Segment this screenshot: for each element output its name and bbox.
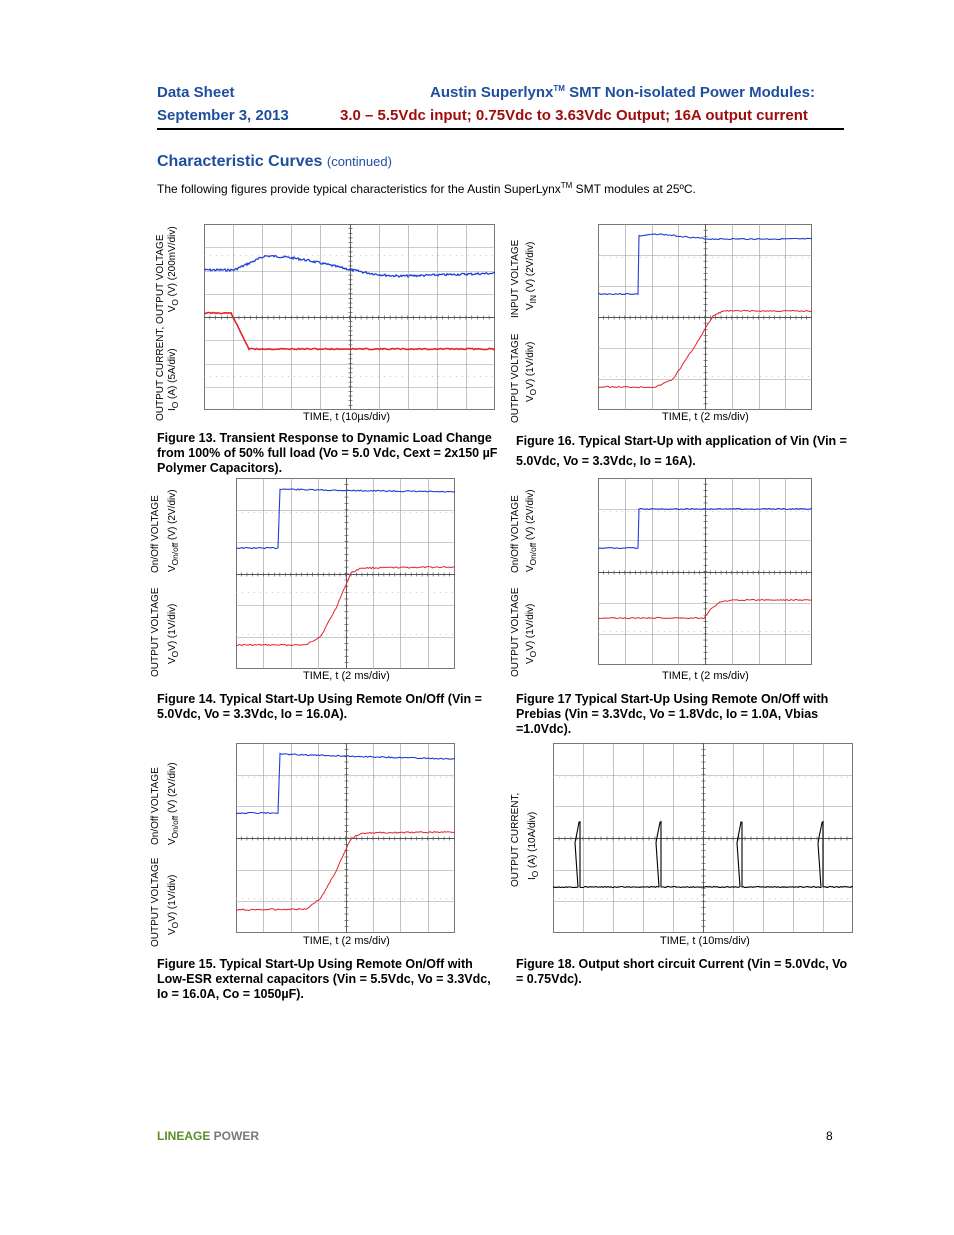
intro-b: SMT modules at 25ºC. xyxy=(572,182,696,196)
fig18-plot xyxy=(553,743,853,933)
fig18-xlabel: TIME, t (10ms/div) xyxy=(660,935,750,947)
fig17-scope xyxy=(598,478,812,665)
fig18-ylabel-inner: $I_O$ (A) (10A/div) xyxy=(527,811,540,880)
footer-brand-b: POWER xyxy=(210,1129,260,1143)
section-title-text: Characteristic Curves xyxy=(157,153,323,170)
fig14-ylabel-top-inner: $V_{On/off}$ (V) (2V/div) xyxy=(167,489,180,572)
fig14-caption: Figure 14. Typical Start-Up Using Remote On/Off (Vin = 5.0Vdc, Vo = 3.3Vdc, Io = 16.0A). xyxy=(157,692,482,721)
fig13-ylabel-inner: $I_O$ (A) (5A/div) $V_O$ (V) (200mV/div) xyxy=(167,226,180,411)
section-intro xyxy=(157,181,696,196)
trademark-sup: TM xyxy=(553,84,565,93)
fig15-xlabel: TIME, t (2 ms/div) xyxy=(303,935,390,947)
fig13-scope xyxy=(204,224,495,410)
fig13-caption: Figure 13. Transient Response to Dynamic Load Change from 100% of 50% full load (Vo = 5.0 Vdc, Cext = 2x150 µF Polymer Capacitors). xyxy=(157,431,498,475)
fig13-plot xyxy=(204,224,495,410)
intro-tm: TM xyxy=(560,181,573,190)
fig16-ylabel-bot-inner: $V_OV$) (1V/div) xyxy=(525,341,538,402)
fig18-ylabel-outer: OUTPUT CURRENT, xyxy=(510,792,521,887)
fig17-ylabel-top-inner: $V_{On/off}$ (V) (2V/div) xyxy=(525,489,538,572)
fig18-caption: Figure 18. Output short circuit Current (Vin = 5.0Vdc, Vo = 0.75Vdc). xyxy=(516,957,848,986)
fig14-scope xyxy=(236,478,455,669)
section-continued: (continued) xyxy=(326,154,392,169)
fig15-plot xyxy=(236,743,455,933)
footer-brand xyxy=(157,1129,259,1143)
fig15-caption: Figure 15. Typical Start-Up Using Remote On/Off with Low-ESR external capacitors (Vin = 5.5Vdc, Vo = 3.3Vdc, Io = 16.0A, Co = 1050µF). xyxy=(157,957,491,1001)
fig13-xlabel: TIME, t (10µs/div) xyxy=(303,411,391,423)
fig15-ylabel-bot-outer: OUTPUT VOLTAGE xyxy=(150,857,161,947)
header-rule xyxy=(157,128,844,130)
fig15-ylabel-top-outer: On/Off VOLTAGE xyxy=(150,767,161,845)
fig15-scope xyxy=(236,743,455,933)
fig17-ylabel-top-outer: On/Off VOLTAGE xyxy=(510,495,521,573)
fig16-ylabel-top-outer: INPUT VOLTAGE xyxy=(510,239,521,318)
fig18-scope xyxy=(553,743,853,933)
intro-a: The following figures provide typical characteristics for the Austin SuperLynx xyxy=(157,182,561,196)
footer-brand-a: LINEAGE xyxy=(157,1129,211,1143)
fig16-ylabel-bot-outer: OUTPUT VOLTAGE xyxy=(510,333,521,423)
product-title-b: SMT Non-isolated Power Modules: xyxy=(564,84,815,101)
fig17-plot xyxy=(598,478,812,665)
doc-date: September 3, 2013 xyxy=(157,107,289,124)
fig15-ylabel-top-inner: $V_{On/off}$ (V) (2V/div) xyxy=(167,762,180,845)
fig17-ylabel-bot-outer: OUTPUT VOLTAGE xyxy=(510,587,521,677)
doc-type: Data Sheet xyxy=(157,84,235,101)
fig17-ylabel-bot-inner: $V_OV$) (1V/div) xyxy=(525,603,538,664)
fig16-scope xyxy=(598,224,812,410)
fig16-plot xyxy=(598,224,812,410)
section-title xyxy=(157,153,392,171)
fig13-ylabel-outer: OUTPUT CURRENT, OUTPUT VOLTAGE xyxy=(155,234,166,421)
doc-product-subtitle: 3.0 – 5.5Vdc input; 0.75Vdc to 3.63Vdc Output; 16A output current xyxy=(340,107,808,124)
fig14-ylabel-bot-outer: OUTPUT VOLTAGE xyxy=(150,587,161,677)
fig14-plot xyxy=(236,478,455,669)
fig16-ylabel-top-inner: $V_{IN}$ (V) (2V/div) xyxy=(525,241,538,310)
fig16-caption: Figure 16. Typical Start-Up with application of Vin (Vin = 5.0Vdc, Vo = 3.3Vdc, Io = 16A). xyxy=(516,434,847,468)
doc-product-title xyxy=(430,84,815,101)
page-number: 8 xyxy=(826,1129,833,1143)
fig14-ylabel-bot-inner: $V_OV$) (1V/div) xyxy=(167,603,180,664)
fig14-ylabel-top-outer: On/Off VOLTAGE xyxy=(150,495,161,573)
product-title-a: Austin Superlynx xyxy=(430,84,554,101)
fig17-xlabel: TIME, t (2 ms/div) xyxy=(662,670,749,682)
fig14-xlabel: TIME, t (2 ms/div) xyxy=(303,670,390,682)
fig17-caption: Figure 17 Typical Start-Up Using Remote On/Off with Prebias (Vin = 3.3Vdc, Vo = 1.8Vdc, Io = 1.0A, Vbias =1.0Vdc). xyxy=(516,692,829,736)
fig15-ylabel-bot-inner: $V_OV$) (1V/div) xyxy=(167,874,180,935)
fig16-xlabel: TIME, t (2 ms/div) xyxy=(662,411,749,423)
